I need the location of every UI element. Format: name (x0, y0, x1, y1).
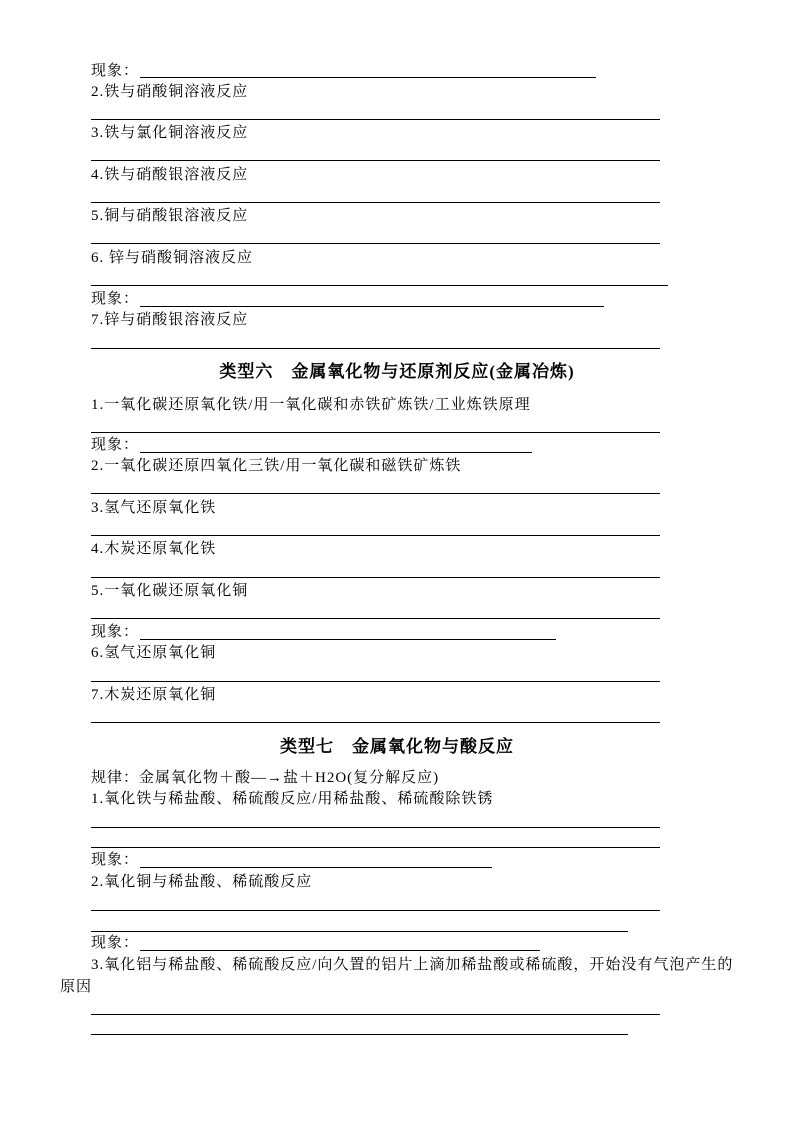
phenomenon-answer-line (140, 950, 540, 951)
question-7-3: 3.氧化铝与稀盐酸、稀硫酸反应/向久置的铝片上滴加稀盐酸或稀硫酸，开始没有气泡产生的 (91, 957, 734, 973)
section-7-rule: 规律：金属氧化物＋酸—→盐＋H2O(复分解反应) (91, 770, 440, 786)
answer-line (91, 847, 660, 848)
question-7-3-continuation: 原因 (60, 979, 93, 995)
question-5-2: 2.铁与硝酸铜溶液反应 (91, 84, 249, 100)
question-5-5: 5.铜与硝酸银溶液反应 (91, 208, 249, 224)
answer-line (91, 1014, 660, 1015)
answer-line (91, 618, 660, 619)
answer-line (91, 910, 660, 911)
answer-line (91, 577, 660, 578)
question-7-1: 1.氧化铁与稀盐酸、稀硫酸反应/用稀盐酸、稀硫酸除铁锈 (91, 791, 494, 807)
answer-line (91, 285, 668, 286)
question-7-2: 2.氧化铜与稀盐酸、稀硫酸反应 (91, 874, 313, 890)
phenomenon-label: 现象： (91, 935, 140, 951)
question-5-6: 6. 锌与硝酸铜溶液反应 (91, 250, 254, 266)
answer-line (91, 1034, 628, 1035)
question-5-7: 7.锌与硝酸银溶液反应 (91, 312, 249, 328)
answer-line (91, 722, 660, 723)
question-6-4: 4.木炭还原氧化铁 (91, 541, 217, 557)
answer-line (91, 348, 660, 349)
section-7-heading: 类型七 金属氧化物与酸反应 (280, 737, 514, 756)
question-6-1: 1.一氧化碳还原氧化铁/用一氧化碳和赤铁矿炼铁/工业炼铁原理 (91, 397, 531, 413)
phenomenon-answer-line (140, 77, 596, 78)
answer-line (91, 243, 660, 244)
question-6-6: 6.氢气还原氧化铜 (91, 645, 217, 661)
question-5-4: 4.铁与硝酸银溶液反应 (91, 167, 249, 183)
phenomenon-label: 现象： (91, 437, 140, 453)
question-6-5: 5.一氧化碳还原氧化铜 (91, 583, 249, 599)
phenomenon-label: 现象： (91, 63, 140, 79)
phenomenon-answer-line (140, 867, 492, 868)
phenomenon-answer-line (140, 639, 556, 640)
question-6-3: 3.氢气还原氧化铁 (91, 500, 217, 516)
phenomenon-label: 现象： (91, 291, 140, 307)
answer-line (91, 432, 660, 433)
phenomenon-answer-line (140, 306, 604, 307)
answer-line (91, 931, 628, 932)
answer-line (91, 493, 660, 494)
answer-line (91, 681, 660, 682)
answer-line (91, 827, 660, 828)
answer-line (91, 535, 660, 536)
question-6-2: 2.一氧化碳还原四氧化三铁/用一氧化碳和磁铁矿炼铁 (91, 458, 462, 474)
section-6-heading: 类型六 金属氧化物与还原剂反应(金属冶炼) (219, 362, 575, 381)
question-5-3: 3.铁与氯化铜溶液反应 (91, 125, 249, 141)
phenomenon-label: 现象： (91, 852, 140, 868)
phenomenon-label: 现象： (91, 624, 140, 640)
answer-line (91, 160, 660, 161)
question-6-7: 7.木炭还原氧化铜 (91, 687, 217, 703)
answer-line (91, 119, 660, 120)
phenomenon-answer-line (140, 452, 532, 453)
answer-line (91, 202, 660, 203)
